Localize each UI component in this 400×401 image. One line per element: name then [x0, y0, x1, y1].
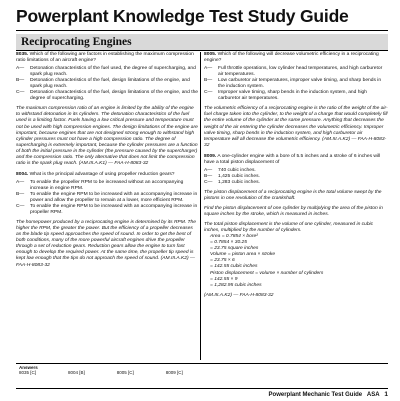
- option-b: B— 1,425 cubic inches.: [204, 173, 260, 179]
- option-b: B— To enable the engine RPM to be increased with an accompanying increase in power and allow the propeller to remain at a lower, more efficient RPM.: [16, 191, 198, 204]
- title-rule: [16, 30, 388, 31]
- explanation-8035: The maximum compression ratio of an engine is limited by the ability of the engine to withstand detonation in its cylinders. The detonation characteristics of the fuel used is a limiting factor. Fuels having a low critical pressure and temperature must not be used with high compression engines. The design limitations of the engine are important, because engines that are not designed strong enough to withstand high cylinder pressures must not have a high compression ratio. The degree of supercharging is extremely important, because the cylinder pressures are a function of both the initial pressure in the cylinder (the pressure caused by the supercharger) and the compression ratio. The only alternative that does not limit the compression ratio is the spark plug reach. (AM.III.A.K1) — FAA-H-8083-32: [16, 106, 198, 166]
- math-line: = 1,282.95 cubic inches: [210, 282, 262, 288]
- explanation-8004: The horsepower produced by a reciprocating engine is determined by its RPM. The higher the RPM, the greater the power. But the efficiency of a propeller decreases as the blade tip speed approaches the speed of sound. In order to get the best of both conditions, many of the more powerful aircraft engines drive the propeller through a set of reduction gears. Reduction gears allow the engine to turn fast enough to develop the required power. At the same time, the propeller tip speed is kept low enough that the tips do not approach the speed of sound. (AM.III.A.K2) — FAA-H-8083-32: [16, 220, 196, 268]
- math-line: Volume = piston area × stroke: [210, 252, 276, 258]
- question-number: 8035.: [16, 52, 29, 57]
- option-a: A— Full throttle operations, low cylinder head temperatures, and high carburetor air temperatures.: [204, 66, 383, 78]
- question-text: What is the principal advantage of using propeller reduction gears?: [29, 171, 175, 177]
- answer-item: 8005 [C]: [116, 370, 134, 375]
- right-column: [204, 52, 388, 299]
- page-title: Powerplant Knowledge Test Study Guide: [16, 6, 349, 26]
- question-number: 8009.: [204, 153, 217, 159]
- answer-item: 8035 [C]: [19, 370, 37, 375]
- option-b: B— Detonation characteristics of the fuel, design limitations of the engine, and spark plug reach.: [16, 78, 190, 90]
- explanation-8005: The volumetric efficiency of a reciprocating engine is the ratio of the weight of the air-fuel charge taken into the cylinder, to the weight of a charge that would completely fill the entire volume of the cylinder at the same pressure. Anything that decreases the weight of the air entering the cylinder decreases the volumetric efficiency. Improper valve timing, sharp bends in the induction system, and high carburetor air temperature will all decrease the volumetric efficiency. (AM.III.A.K2) — FAA-H-8083-32: [204, 106, 388, 148]
- math-line: = 0.7854 × 30.25: [210, 240, 247, 246]
- question-8004: [16, 172, 199, 178]
- citation-8009: (AM.III.A.K2) — FAA-H-8083-32: [204, 292, 274, 298]
- explanation-8009-1: The piston displacement of a reciprocating engine is the total volume swept by the pistons in one revolution of the crankshaft.: [204, 189, 382, 201]
- footer-text: [269, 391, 388, 398]
- question-8035: [16, 52, 199, 64]
- section-title: Reciprocating Engines: [21, 35, 132, 48]
- math-line: Area = 0.7854 × bore²: [210, 234, 258, 240]
- answers-label: Answers: [19, 365, 38, 370]
- question-text: A one-cylinder engine with a bore of 5.5 inches and a stroke of 6 inches will have a total piston displacement of: [204, 153, 381, 165]
- footer-book-title: Powerplant Mechanic Test Guide: [268, 392, 363, 398]
- explanation-8009-3: The total piston displacement is the volume of one cylinder, measured in cubic inches, multiplied by the number of cylinders.: [204, 222, 374, 234]
- option-c: C— Detonation characteristics of the fuel, design limitations of the engine, and the degree of supercharging.: [16, 90, 199, 102]
- question-text: Which of the following are factors in establishing the maximum compression ratio limitations of an aircraft engine?: [16, 52, 194, 64]
- page-number: 1: [384, 391, 388, 398]
- explanation-8009-2: Find the piston displacement of one cylinder by multiplying the area of the piston in square inches by the stroke, which is measured in inches.: [204, 206, 383, 218]
- question-text: Which of the following will decrease volumetric efficiency in a reciprocating engine?: [204, 52, 379, 64]
- math-line: = 142.55 cubic inches: [210, 264, 258, 270]
- option-a: A— 740 cubic inches.: [204, 167, 256, 173]
- answers-row: [16, 370, 388, 375]
- answers-key: [16, 363, 388, 375]
- question-8009: [204, 154, 388, 166]
- math-line: Piston displacement = volume × number of cylinders: [210, 270, 324, 276]
- answer-item: 8009 [C]: [165, 370, 183, 375]
- left-column: [16, 52, 199, 269]
- option-b: B— Low carburetor air temperatures, improper valve timing, and sharp bends in the induction system.: [204, 78, 382, 90]
- page-footer: [16, 388, 388, 401]
- math-line: = 23.75 × 6: [210, 258, 235, 264]
- option-a: A— Detonation characteristics of the fuel used, the degree of supercharging, and spark plug reach.: [16, 66, 196, 78]
- option-c: C— Improper valve timing, sharp bends in the induction system, and high carburetor air temperatures.: [204, 90, 367, 102]
- question-8005: [204, 52, 388, 64]
- math-line: = 142.55 × 9: [210, 276, 238, 282]
- option-a: A— To enable the propeller RPM to be increased without an accompanying increase in engine RPM.: [16, 179, 184, 191]
- footer-publisher: ASA: [366, 392, 380, 398]
- option-c: C— To enable the engine RPM to be increased with an accompanying increase in propeller RPM.: [16, 204, 198, 216]
- option-c: C— 1,283 cubic inches.: [204, 179, 260, 185]
- answer-item: 8004 [B]: [68, 370, 85, 375]
- question-number: 8004.: [16, 171, 29, 177]
- math-line: = 23.75 square inches: [210, 246, 259, 252]
- column-divider: [200, 52, 201, 360]
- question-number: 8005.: [204, 52, 217, 57]
